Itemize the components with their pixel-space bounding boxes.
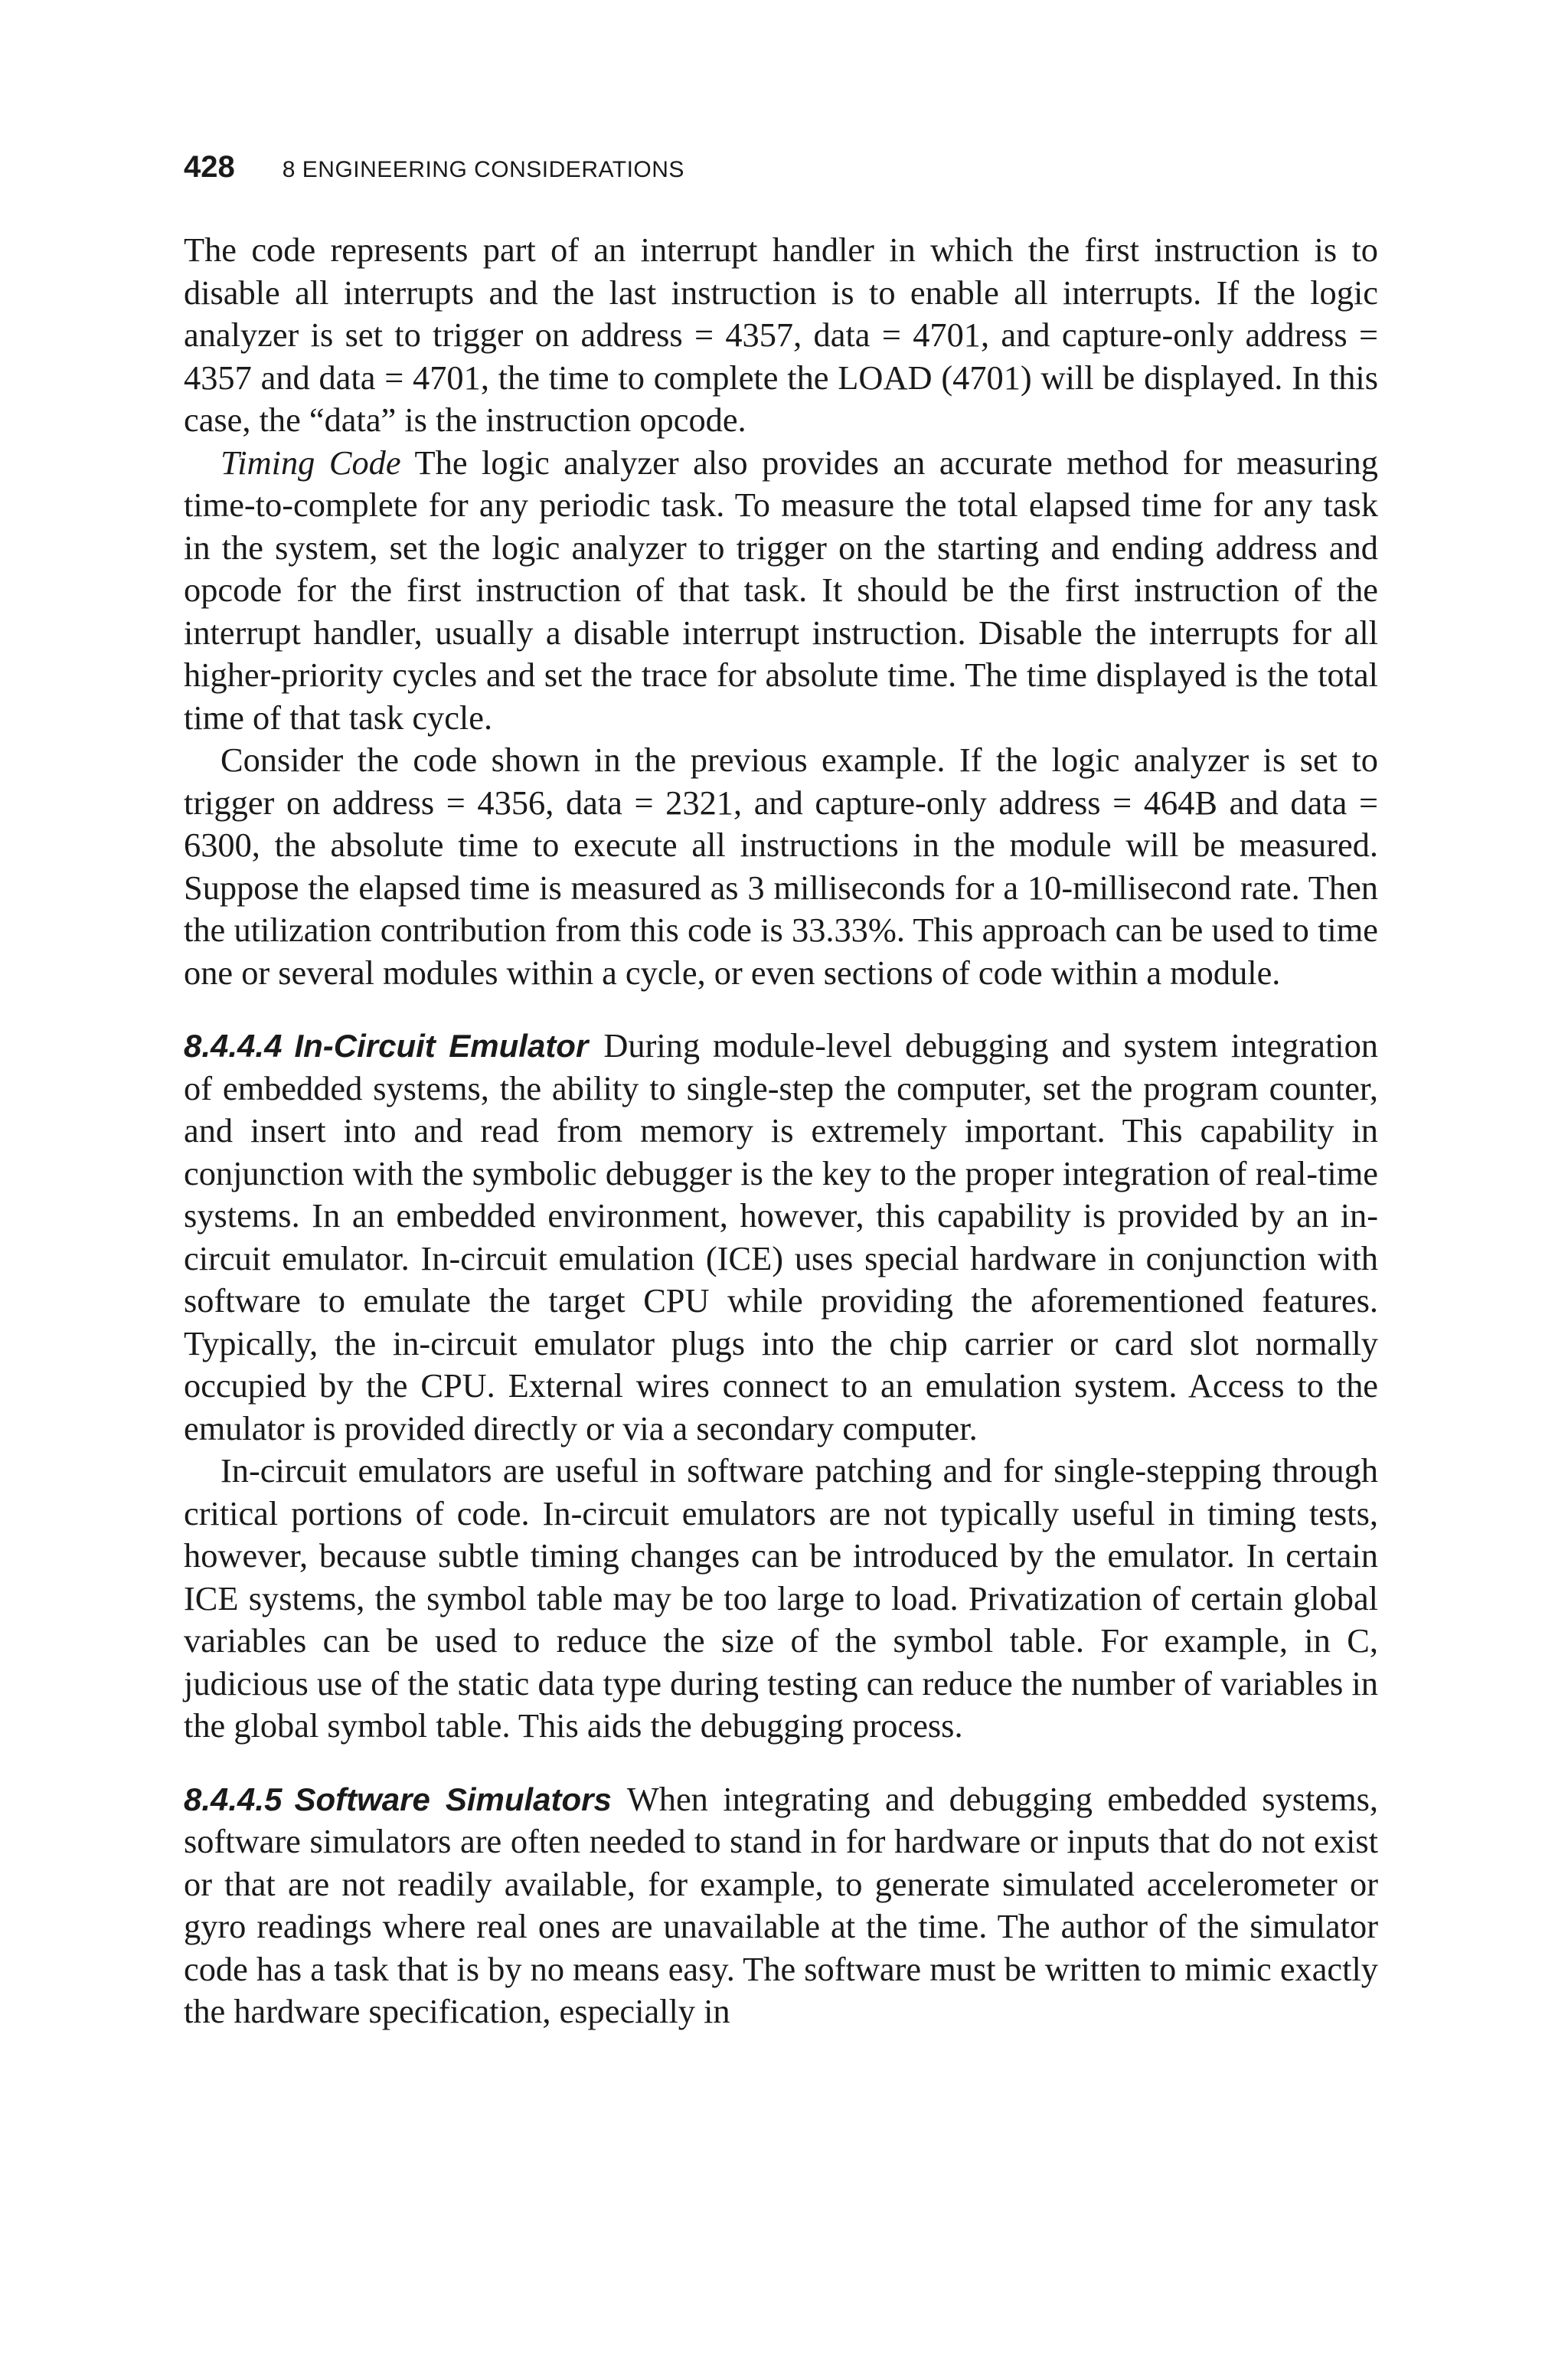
body-text: [184, 229, 1378, 2033]
chapter-title: 8 ENGINEERING CONSIDERATIONS: [282, 157, 684, 182]
section-title: In-Circuit Emulator: [294, 1028, 589, 1064]
paragraph-text: When integrating and debugging embedded systems, software simulators are often needed to stand in for hardware or inputs that do not exist or that are not readily available, for example, to generate simulated accelerometer or gyro readings where real ones are unavailable at the time. The author of the simulator code has a task that is by no means easy. The software must be written to mimic exactly the hardware specification, especially in: [184, 1779, 1378, 2030]
section-in-circuit-emulator: [184, 1025, 1378, 1450]
section-software-simulators: [184, 1778, 1378, 2033]
section-title: Software Simulators: [294, 1781, 612, 1817]
page-number: 428: [184, 150, 235, 184]
paragraph-previous-example: Consider the code shown in the previous example. If the logic analyzer is set to trigger on address = 4356, data = 2321, and capture-only address = 464B and data = 6300, the absolute time to execute all instructions in the module will be measured. Suppose the elapsed time is measured as 3 milliseconds for a 10-millisecond rate. Then the utilization contribution from this code is 33.33%. This approach can be used to time one or several modules within a cycle, or even sections of code within a module.: [184, 741, 1378, 992]
paragraph-text: The logic analyzer also provides an accurate method for measuring time-to-complete for any periodic task. To measure the total elapsed time for any task in the system, set the logic analyzer to trigger on the starting and ending address and opcode for the first instruction of that task. It should be the first instruction of the interrupt handler, usually a disable interrupt instruction. Disable the interrupts for all higher-priority cycles and set the trace for absolute time. The time displayed is the total time of that task cycle.: [184, 443, 1378, 737]
run-in-heading-timing-code: Timing Code: [220, 443, 401, 482]
section-number: 8.4.4.5: [184, 1781, 283, 1817]
book-page: [184, 150, 1378, 2033]
running-head: [184, 150, 1378, 185]
paragraph-interrupt-handler: The code represents part of an interrupt handler in which the first instruction is to disable all interrupts and the last instruction is to enable all interrupts. If the logic analyzer is set to trigger on address = 4357, data = 4701, and capture-only address = 4357 and data = 4701, the time to complete the LOAD (4701) will be displayed. In this case, the “data” is the instruction opcode.: [184, 231, 1378, 439]
paragraph-ice-usefulness: In-circuit emulators are useful in software patching and for single-stepping through critical portions of code. In-circuit emulators are not typically useful in timing tests, however, because subtle timing changes can be introduced by the emulator. In certain ICE systems, the symbol table may be too large to load. Privatization of certain global variables can be used to reduce the size of the symbol table. For example, in C, judicious use of the static data type during testing can reduce the number of variables in the global symbol table. This aids the debugging process.: [184, 1451, 1378, 1745]
paragraph-timing-code: [184, 442, 1378, 740]
paragraph-text: During module-level debugging and system integration of embedded systems, the ability to single-step the computer, set the program counter, and insert into and read from memory is extremely important. This capability in conjunction with the symbolic debugger is the key to the proper integration of real-time systems. In an embedded environment, however, this capability is provided by an in-circuit emulator. In-circuit emulation (ICE) uses special hardware in conjunction with software to emulate the target CPU while providing the aforementioned features. Typically, the in-circuit emulator plugs into the chip carrier or card slot normally occupied by the CPU. External wires connect to an emulation system. Access to the emulator is provided directly or via a secondary computer.: [184, 1026, 1378, 1447]
section-number: 8.4.4.4: [184, 1028, 283, 1064]
